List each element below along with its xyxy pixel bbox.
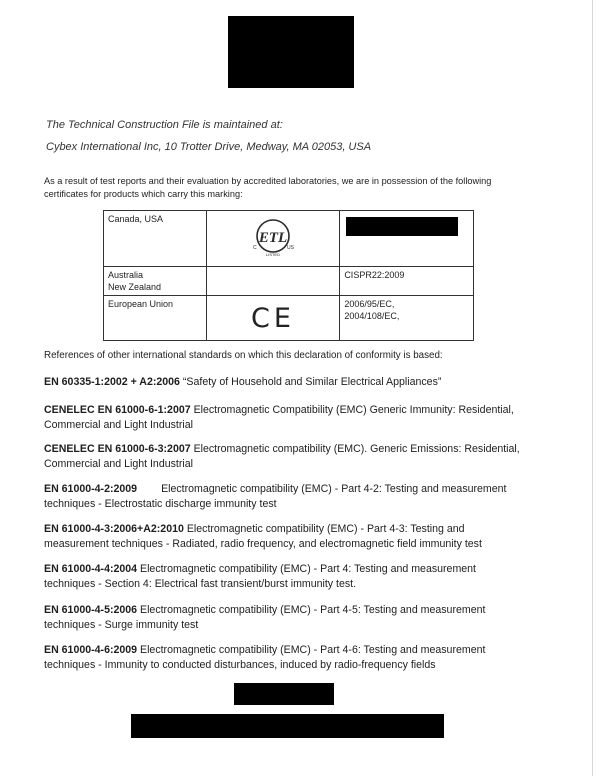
standard-code: EN 61000-4-4:2004 — [44, 563, 138, 575]
standard-code: EN 60335-1:2002 + A2:2006 — [44, 376, 180, 388]
page-edge-line — [592, 0, 593, 776]
standard-entry — [44, 403, 524, 433]
standard-description: Electromagnetic compatibility (EMC) - Part 4-3: Testing and measurement techniques - Radiated, radio frequency, and electromagnetic field immunity test — [44, 523, 482, 550]
standard-description: “Safety of Household and Similar Electrical Appliances” — [179, 376, 442, 388]
redacted-logo-block — [228, 16, 354, 88]
certificate-mark-empty — [206, 267, 340, 296]
certificates-intro: As a result of test reports and their evaluation by accredited laboratories, we are in possession of the following certificates for products which carry this marking: — [44, 176, 492, 199]
standard-entry — [44, 562, 524, 592]
redacted-signatory-block — [131, 714, 444, 738]
certificate-row — [104, 211, 474, 267]
standard-entry — [44, 522, 524, 552]
standard-code: EN 61000-4-6:2009 — [44, 644, 138, 656]
ce-mark-cell — [206, 296, 340, 341]
certificate-standard: CISPR22:2009 — [340, 267, 474, 296]
standard-code: EN 61000-4-2:2009 — [44, 483, 138, 495]
certificate-region: Canada, USA — [104, 211, 207, 267]
ce-mark-icon — [245, 302, 301, 332]
etl-mark-left-letter: C — [253, 245, 257, 251]
standard-code: EN 61000-4-3:2006+A2:2010 — [44, 523, 184, 535]
certificate-row — [104, 296, 474, 341]
tcf-maintained-label: The Technical Construction File is maintained at: — [46, 119, 283, 131]
ce-mark-letters: CE — [251, 302, 295, 332]
etl-listed-mark-icon — [249, 215, 297, 259]
standard-code: CENELEC EN 61000-6-1:2007 — [44, 404, 191, 416]
references-intro: References of other international standards on which this declaration of conformity is based: — [44, 350, 443, 361]
tcf-address: Cybex International Inc, 10 Trotter Drive, Medway, MA 02053, USA — [46, 141, 372, 153]
standard-description: Electromagnetic compatibility (EMC) - Part 4-6: Testing and measurement techniques - Immunity to conducted disturbances, induced by radio-frequency fields — [44, 644, 486, 671]
standard-entry — [44, 643, 524, 673]
certificate-standard — [340, 211, 474, 267]
standard-description: Electromagnetic Compatibility (EMC) Generic Immunity: Residential, Commercial and Light Industrial — [44, 404, 514, 431]
redacted-signature-block — [234, 683, 334, 705]
standard-description: Electromagnetic compatibility (EMC) - Part 4-5: Testing and measurement techniques - Surge immunity test — [44, 604, 486, 631]
standard-entry — [44, 482, 524, 512]
certificates-table — [103, 210, 474, 341]
standard-entry — [44, 375, 524, 390]
standard-description: Electromagnetic compatibility (EMC) - Part 4-2: Testing and measurement techniques - Electrostatic discharge immunity test — [44, 483, 507, 510]
etl-mark-right-letters: US — [287, 245, 294, 251]
standard-code: CENELEC EN 61000-6-3:2007 — [44, 443, 191, 455]
certificate-region: Australia New Zealand — [104, 267, 207, 296]
certificate-region: European Union — [104, 296, 207, 341]
etl-mark-main-letters: ETL — [258, 230, 288, 246]
certificate-row — [104, 267, 474, 296]
standard-code: EN 61000-4-5:2006 — [44, 604, 138, 616]
certificate-standard: 2006/95/EC, 2004/108/EC, — [340, 296, 474, 341]
standard-entry — [44, 442, 524, 472]
etl-mark-bottom-word: LISTED — [266, 252, 281, 257]
standard-description: Electromagnetic compatibility (EMC) - Part 4: Testing and measurement techniques - Section 4: Electrical fast transient/burst immunity test. — [44, 563, 476, 590]
standard-description: Electromagnetic compatibility (EMC). Generic Emissions: Residential, Commercial and Light Industrial — [44, 443, 520, 470]
etl-mark-cell — [206, 211, 340, 267]
standard-entry — [44, 603, 524, 633]
redacted-certificate-info — [346, 217, 458, 236]
